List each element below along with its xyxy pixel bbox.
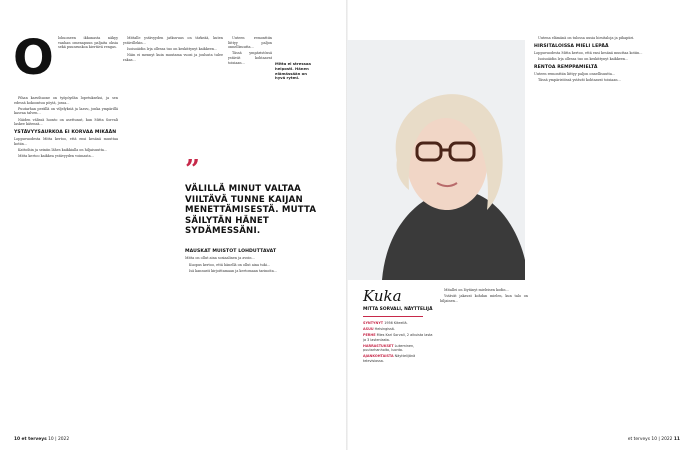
pull-quote-text: VÄLILLÄ MINUT VALTAA VIILTÄVÄ TUNNE KAIJAN MENETTÄMISESTÄ. MUTTA SÄILYTÄN HÄNET SYDÄMESSÄNI. [185, 184, 317, 237]
body-paragraph: Loppuvuodesta Mitta kertoo, että ensi kesänä muuttaa kotiin... [14, 137, 118, 146]
fact-box-divider [363, 316, 423, 317]
page-number: 10 [14, 437, 21, 442]
section-heading: RENTOA REMPPAMIELTÄ [534, 64, 598, 70]
issue-number: et terveys 10 | 2022 [627, 437, 673, 442]
body-paragraph: Mitta on ollut aina sosiaalinen ja avoin... [185, 256, 255, 261]
body-paragraph: Isä kannusti kirjoittamaan ja kertomaan tarinoita... [189, 268, 278, 273]
section-heading: MAUSKAT MUISTOT LOHDUTTAVAT [185, 249, 277, 254]
body-paragraph: Mittalle ystävyyden jatkuvuus on tärkeää, kuten ystävillekin... [123, 36, 223, 45]
photo-caption: Mitta ei stressaa helposti. Hänen elämässään on hyvä rytmi. [275, 61, 311, 81]
drop-cap: O [13, 30, 54, 86]
footer-right [628, 437, 680, 442]
section-heading: HIRSITALOISSA MIELI LEPÄÄ [534, 43, 609, 49]
body-paragraph: Näin ei mennyt kuin muutama vuosi ja joulusta tulee rakas... [123, 52, 223, 62]
fact-box-subtitle: MITTA SORVALI, NÄYTTELIJÄ [363, 307, 433, 312]
fact-box-title: Kuka [363, 287, 402, 305]
column-1b [14, 96, 118, 160]
footer-left [14, 437, 69, 442]
column-5 [534, 36, 680, 85]
portrait-photo [347, 40, 525, 280]
body-paragraph: Uuteen remonttiin liittyy paljon onnellisuutta... [228, 36, 272, 50]
magazine-name: et terveys [21, 437, 47, 442]
body-paragraph: Uutena elämänä on tulossa uusia hirsitaloja ja pihapiiri. [538, 36, 635, 40]
body-paragraph: Uuteen remonttiin liittyy paljon onnellisuutta... [534, 72, 616, 77]
fact-row: PERHE Mies Kari Sorvali, 2 aikuista lasta ja 3 lastenlasta. [363, 333, 433, 342]
intro-paragraph: Näiden välissä luonto on asettunut, kun Mitta Sorvali laskee kätensä... [14, 117, 118, 127]
intro-paragraph: lohuoneen ikkunasta näkyy vanhan omenapuun paljaita oksia sekä puunrunkoa kiertävä rengas. [58, 36, 118, 50]
pull-quote [185, 155, 335, 237]
body-paragraph: Tässä ympäristössä ystävät kohtaavat toisiaan... [538, 78, 621, 83]
body-paragraph: Ystävät jakavat kohdan mielen, kun talo on hiljainen... [440, 294, 528, 303]
body-paragraph: Isoisoäidin Irja ollessa tuo on keskittynyt kaikkeen... [127, 46, 218, 51]
quote-mark-icon: ” [185, 155, 200, 185]
column-1 [58, 36, 118, 51]
fact-box [363, 288, 433, 365]
fact-row: AJANKOHTAISTA Näyttelijänä televisiossa. [363, 354, 416, 363]
body-paragraph: Kuopus kertoo, että hänellä on ollut aina tuki... [189, 262, 271, 267]
section-heading: YSTÄVYYSAURKOA EI KORVAA MIKÄÄN [14, 129, 117, 135]
body-paragraph: Kattoihin ja seiniin lähes kaikkialla on hiljaisuutta... [18, 147, 108, 152]
intro-paragraph: Pihan kasvihuone on työpöydän lopetukseksi, ja sen edessä kokoontuu pöytä, jossa... [14, 96, 118, 105]
fact-row: HARRASTUKSET Lukeminen, puutarhanhoito, luonto. [363, 343, 415, 353]
column-4 [440, 288, 528, 305]
body-paragraph: Tässä ympäristössä ystävät kohtaavat toisiaan... [228, 51, 272, 65]
body-paragraph: Isoisoäidin Irja ollessa tuo on keskittynyt kaikkeen... [538, 57, 629, 62]
fact-row: ASUU Helsingissä. [363, 327, 395, 332]
intro-paragraph: Puutarhan perällä on viljelyksiä ja laavu, jonka ympärillä kasvaa talven... [14, 106, 118, 116]
column-3-bottom [185, 246, 335, 275]
issue-number: 10 | 2022 [48, 437, 70, 442]
column-3-top [228, 36, 272, 67]
body-paragraph: Loppuvuodesta Mitta kertoo, että ensi kesänä muuttaa kotiin... [534, 51, 643, 55]
fact-row: SYNTYNYT 1956 Kiteellä. [363, 321, 408, 326]
column-2 [123, 36, 223, 64]
body-paragraph: Mitallei on löytänyt mieleisen kodin... [444, 288, 509, 292]
body-paragraph: Mitta kertoo kaikkea ystävyyden voimasta... [18, 154, 94, 159]
page-number: 11 [673, 437, 680, 442]
